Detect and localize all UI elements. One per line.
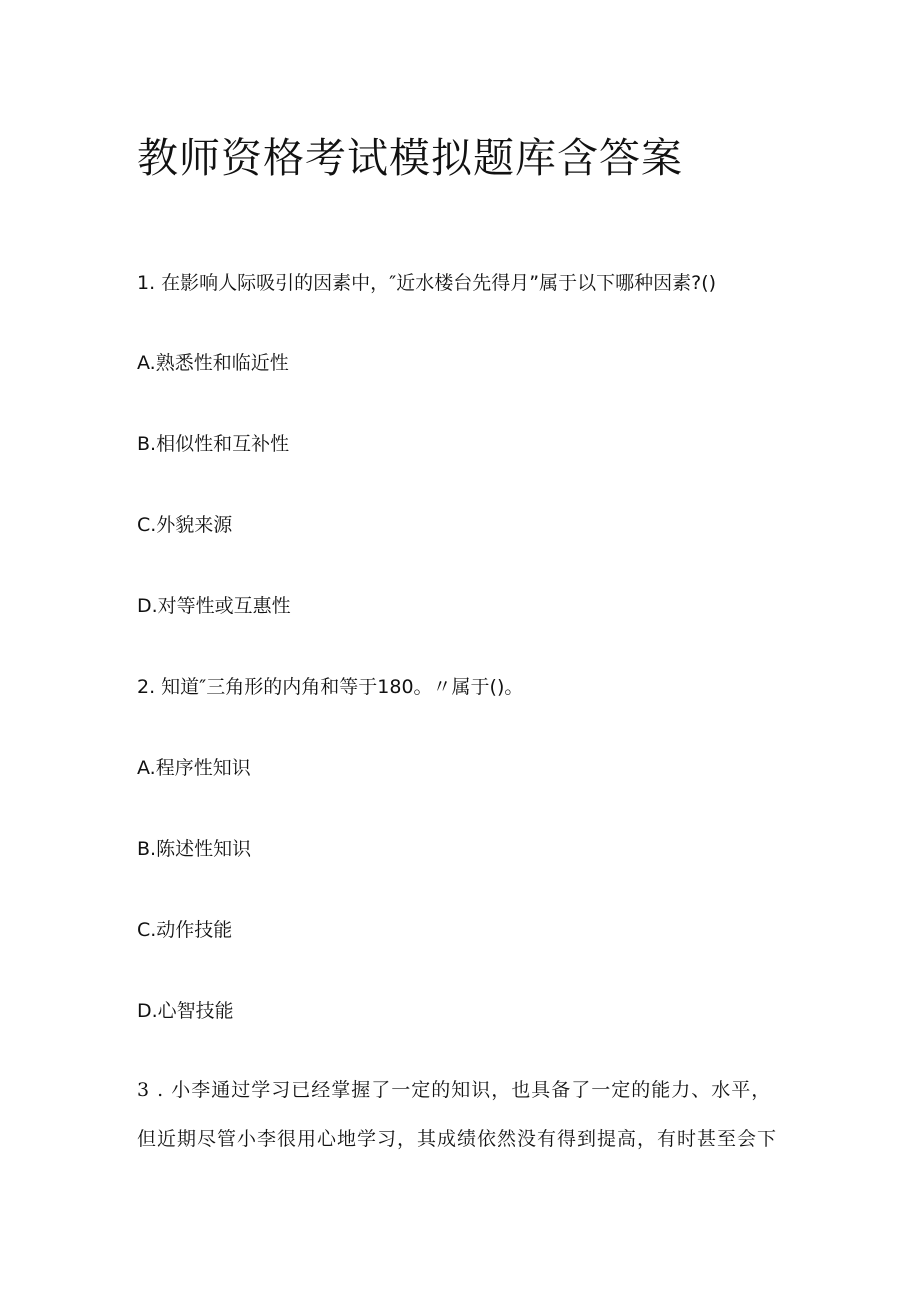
question-2-option-a: A.程序性知识 [137,757,251,779]
question-1-option-c: C.外貌来源 [137,514,233,536]
question-2-option-c: C.动作技能 [137,919,233,941]
question-2-option-d: D.心智技能 [137,1000,234,1022]
question-1-option-d: D.对等性或互惠性 [137,595,291,617]
question-3-stem-line-2: 但近期尽管小李很用心地学习，其成绩依然没有得到提高，有时甚至会下 [137,1128,778,1150]
question-1-stem: 1. 在影响人际吸引的因素中，″近水楼台先得月”属于以下哪种因素?() [137,272,717,294]
question-3-stem-line-1: 3 . 小李通过学习已经掌握了一定的知识，也具备了一定的能力、水平， [137,1079,772,1101]
question-2-option-b: B.陈述性知识 [137,838,252,860]
question-1-option-a: A.熟悉性和临近性 [137,352,289,374]
question-2-stem: 2. 知道″三角形的内角和等于180。〃属于()。 [137,676,524,698]
question-1-option-b: B.相似性和互补性 [137,433,290,455]
document-title: 教师资格考试模拟题库含答案 [137,134,683,182]
